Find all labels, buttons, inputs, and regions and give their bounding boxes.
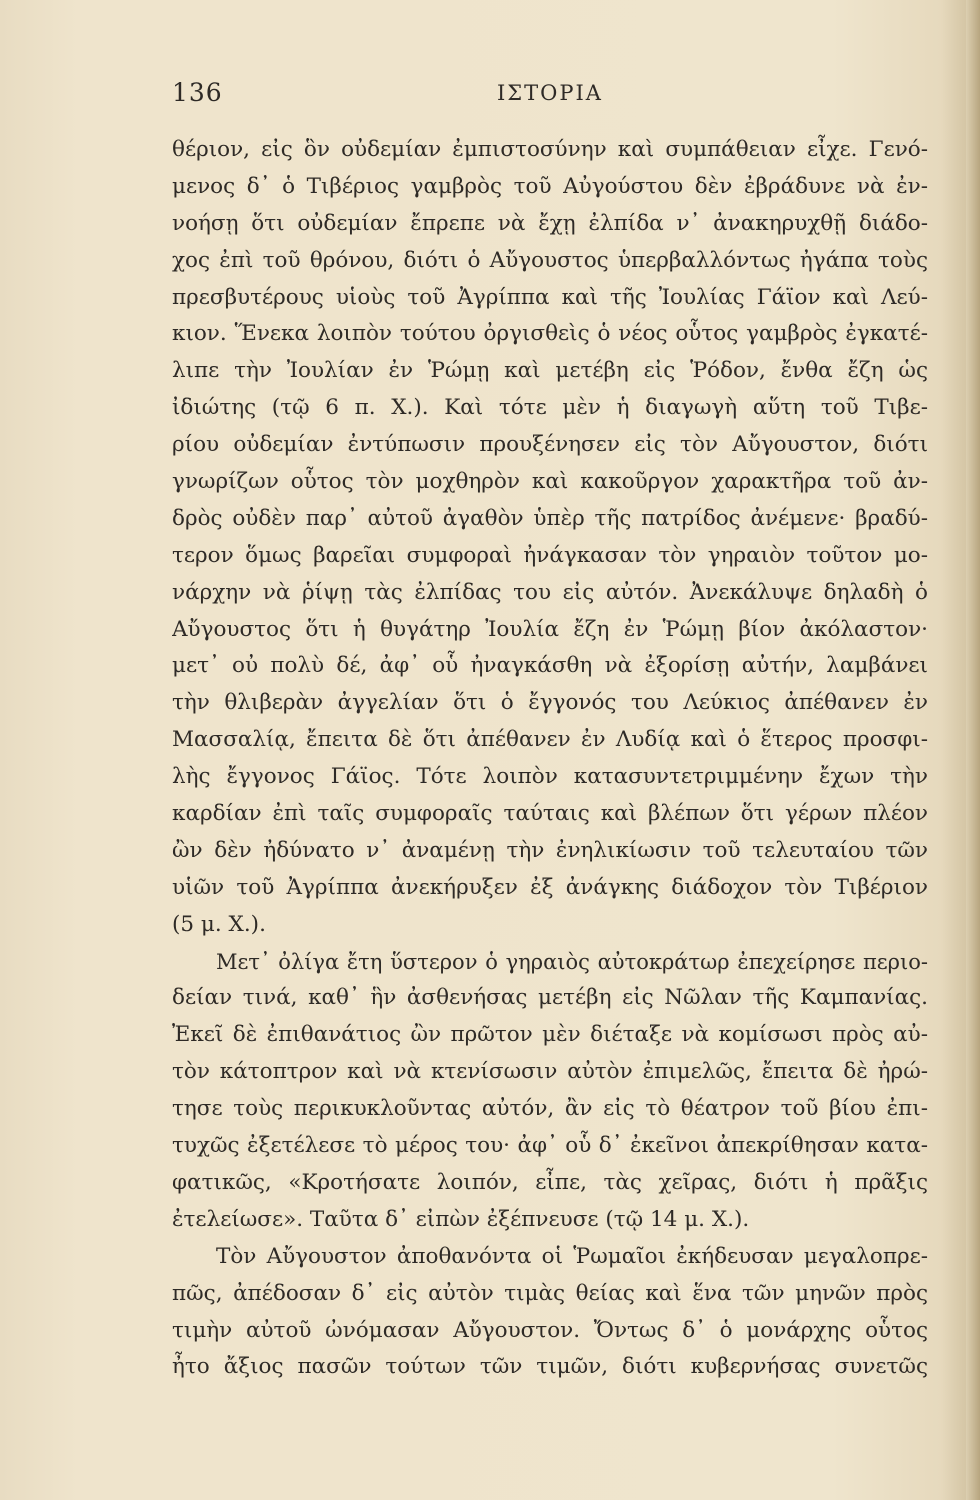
text-line: Μετ᾽ ὀλίγα ἔτη ὕστερον ὁ γηραιὸς αὐτοκράτωρ ἐπεχείρησε περιο-	[216, 949, 928, 974]
text-line: Μασσαλίᾳ, ἔπειτα δὲ ὅτι ἀπέθανεν ἐν Λυδίᾳ καὶ ὁ ἕτερος προσφι-	[172, 727, 928, 753]
text-line: γνωρίζων οὗτος τὸν μοχθηρὸν καὶ κακοῦργον χαρακτῆρα τοῦ ἀν-	[172, 469, 928, 495]
text-line: Αὔγουστος ὅτι ἡ θυγάτηρ Ἰουλία ἔζη ἐν Ῥώμῃ βίον ἀκόλαστον·	[172, 616, 928, 642]
text-line: (5 μ. Χ.).	[172, 911, 266, 937]
text-line: λιπε τὴν Ἰουλίαν ἐν Ῥώμῃ καὶ μετέβη εἰς Ῥόδον, ἔνθα ἔζη ὡς	[172, 358, 928, 384]
text-line: κιον. Ἕνεκα λοιπὸν τούτου ὀργισθεὶς ὁ νέος οὗτος γαμβρὸς ἐγκατέ-	[172, 321, 928, 347]
text-line: υἱῶν τοῦ Ἀγρίππα ἀνεκήρυξεν ἐξ ἀνάγκης διάδοχον τὸν Τιβέριον	[172, 874, 928, 900]
text-line: ὢν δὲν ἠδύνατο ν᾽ ἀναμένῃ τὴν ἐνηλικίωσιν τοῦ τελευταίου τῶν	[172, 837, 928, 863]
text-line: νοήσῃ ὅτι οὐδεμίαν ἔπρεπε νὰ ἔχῃ ἐλπίδα ν᾽ ἀνακηρυχθῇ διάδο-	[172, 210, 928, 236]
text-line: δείαν τινά, καθ᾽ ἣν ἀσθενήσας μετέβη εἰς Νῶλαν τῆς Καμπανίας.	[172, 985, 928, 1011]
text-line: Τὸν Αὔγουστον ἀποθανόντα οἱ Ῥωμαῖοι ἐκήδευσαν μεγαλοπρε-	[216, 1243, 928, 1269]
text-line: Ἐκεῖ δὲ ἐπιθανάτιος ὢν πρῶτον μὲν διέταξε νὰ κομίσωσι πρὸς αὐ-	[172, 1022, 928, 1048]
running-head: ΙΣΤΟΡΙΑ	[497, 81, 603, 105]
text-line: φατικῶς, «Κροτήσατε λοιπόν, εἶπε, τὰς χεῖρας, διότι ἡ πρᾶξις	[172, 1169, 928, 1195]
text-line: λὴς ἔγγονος Γάϊος. Τότε λοιπὸν κατασυντετριμμένην ἔχων τὴν	[172, 764, 928, 790]
page-edge	[966, 0, 980, 1500]
text-line: θέριον, εἰς ὃν οὐδεμίαν ἐμπιστοσύνην καὶ συμπάθειαν εἶχε. Γενό-	[172, 137, 928, 162]
text-line: πρεσβυτέρους υἱοὺς τοῦ Ἀγρίππα καὶ τῆς Ἰουλίας Γάϊον καὶ Λεύ-	[172, 284, 928, 310]
page-header	[172, 78, 928, 118]
text-line: ἐτελείωσε». Ταῦτα δ᾽ εἰπὼν ἐξέπνευσε (τῷ 14 μ. Χ.).	[172, 1206, 750, 1232]
text-line: χος ἐπὶ τοῦ θρόνου, διότι ὁ Αὔγουστος ὑπερβαλλόντως ἠγάπα τοὺς	[172, 247, 928, 273]
text-line: τυχῶς ἐξετέλεσε τὸ μέρος του· ἀφ᾽ οὗ δ᾽ ἐκεῖνοι ἀπεκρίθησαν κατα-	[172, 1133, 928, 1159]
text-line: τησε τοὺς περικυκλοῦντας αὐτόν, ἂν εἰς τὸ θέατρον τοῦ βίου ἐπι-	[172, 1096, 928, 1122]
text-line: νάρχην νὰ ῥίψῃ τὰς ἐλπίδας του εἰς αὐτόν. Ἀνεκάλυψε δηλαδὴ ὁ	[172, 579, 928, 605]
text-line: μετ᾽ οὐ πολὺ δέ, ἀφ᾽ οὗ ἠναγκάσθη νὰ ἐξορίσῃ αὐτήν, λαμβάνει	[172, 653, 928, 679]
text-line: τὴν θλιβερὰν ἀγγελίαν ὅτι ὁ ἔγγονός του Λεύκιος ἀπέθανεν ἐν	[172, 690, 928, 716]
text-line: ἦτο ἄξιος πασῶν τούτων τῶν τιμῶν, διότι κυβερνήσας συνετῶς	[172, 1354, 928, 1380]
text-line: ἰδιώτης (τῷ 6 π. Χ.). Καὶ τότε μὲν ἡ διαγωγὴ αὕτη τοῦ Τιβε-	[172, 395, 928, 421]
text-line: τὸν κάτοπτρον καὶ νὰ κτενίσωσιν αὐτὸν ἐπιμελῶς, ἔπειτα δὲ ἠρώ-	[172, 1059, 928, 1085]
text-line: καρδίαν ἐπὶ ταῖς συμφοραῖς ταύταις καὶ βλέπων ὅτι γέρων πλέον	[172, 801, 928, 827]
page-number: 136	[172, 78, 223, 107]
text-line: πῶς, ἀπέδοσαν δ᾽ εἰς αὐτὸν τιμὰς θείας καὶ ἕνα τῶν μηνῶν πρὸς	[172, 1280, 928, 1306]
text-line: ρίου οὐδεμίαν ἐντύπωσιν προυξένησεν εἰς τὸν Αὔγουστον, διότι	[172, 432, 928, 458]
text-line: μενος δ᾽ ὁ Τιβέριος γαμβρὸς τοῦ Αὐγούστου δὲν ἐβράδυνε νὰ ἐν-	[172, 173, 928, 199]
body-text	[172, 132, 928, 1386]
text-line: τιμὴν αὐτοῦ ὠνόμασαν Αὔγουστον. Ὄντως δ᾽ ὁ μονάρχης οὗτος	[172, 1317, 928, 1343]
text-line: δρὸς οὐδὲν παρ᾽ αὐτοῦ ἀγαθὸν ὑπὲρ τῆς πατρίδος ἀνέμενε· βραδύ-	[172, 505, 928, 531]
text-line: τερον ὅμως βαρεῖαι συμφοραὶ ἠνάγκασαν τὸν γηραιὸν τοῦτον μο-	[172, 542, 928, 568]
